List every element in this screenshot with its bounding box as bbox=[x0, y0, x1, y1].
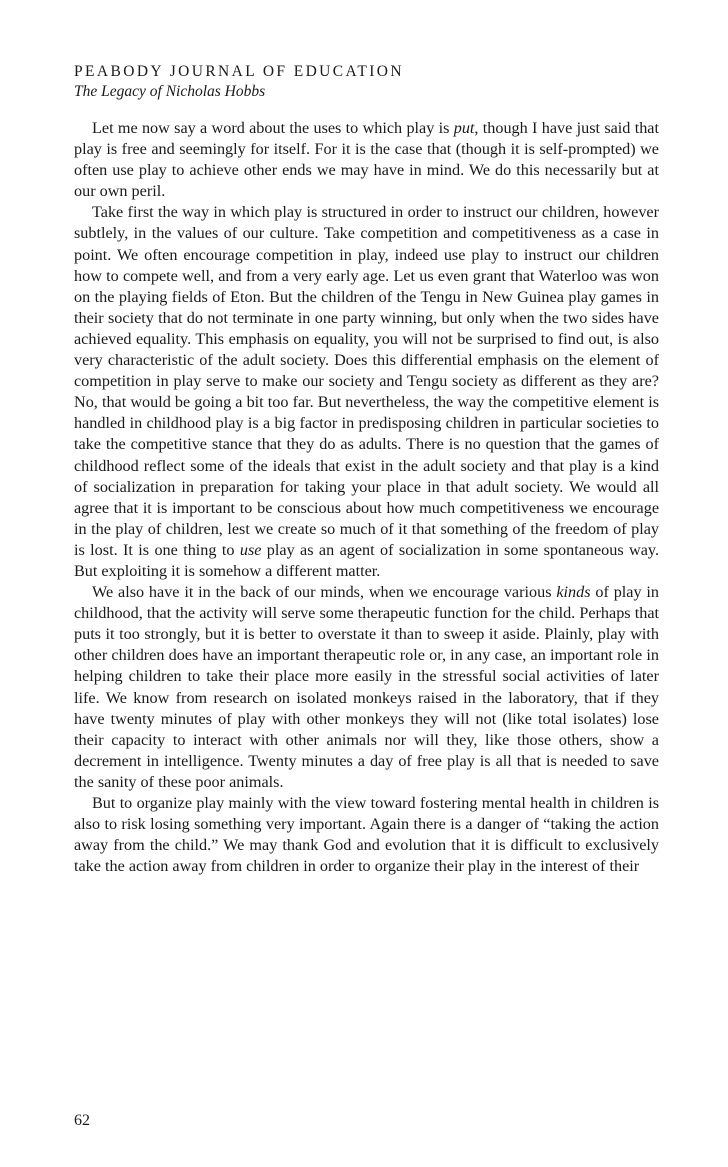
italic-run: use bbox=[239, 540, 262, 559]
issue-title: The Legacy of Nicholas Hobbs bbox=[74, 83, 266, 100]
paragraph bbox=[74, 793, 659, 877]
text-run: Let me now say a word about the uses to which play is bbox=[92, 119, 454, 137]
page-number: 62 bbox=[74, 1112, 90, 1129]
text-run: We also have it in the back of our minds, when we encourage various bbox=[92, 583, 557, 602]
italic-run: put bbox=[453, 119, 475, 137]
italic-run: kinds bbox=[556, 583, 591, 602]
article-body bbox=[74, 118, 659, 877]
paragraph bbox=[74, 582, 659, 793]
journal-page bbox=[74, 62, 659, 877]
journal-running-head: PEABODY JOURNAL OF EDUCATION bbox=[74, 63, 404, 80]
text-run: play as an agent of socialization in some spontaneous way. But exploiting it is somehow a different matter. bbox=[74, 540, 659, 580]
text-run: , though I have just said that play is free and seemingly for itself. For it is the case that (though it is self-prompted) we often use play to achieve other ends we may have in mind. We do this necessarily but at our own peril. bbox=[74, 119, 659, 201]
paragraph bbox=[74, 202, 659, 582]
text-run: Take first the way in which play is structured in order to instruct our children, however subtlely, in the values of our culture. Take competition and competitiveness as a case in point. We often encourage competition in play, indeed use play to instruct our children how to compete well, and from a very early age. Let us even grant that Waterloo was won on the playing fields of Eton. But the children of the Tengu in New Guinea play games in their society that do not terminate in one party winning, but only when the two sides have achieved equality. This emphasis on equality, you will not be surprised to find out, is also very characteristic of the adult society. Does this differential emphasis on the element of competition in play serve to make our society and Tengu society as different as they are? No, that would be going a bit too far. But nevertheless, the way the competitive element is handled in childhood play is a big factor in predisposing children in particular societies to take the competitive stance that they do as adults. There is no question that the games of childhood reflect some of the ideals that exist in the adult society and that play is a kind of socialization in preparation for taking your place in that adult society. We would all agree that it is important to be conscious about how much competitiveness we encourage in the play of children, lest we create so much of it that something of the freedom of play is lost. It is one thing to bbox=[74, 203, 659, 559]
text-run: But to organize play mainly with the view toward fostering mental health in children is also to risk losing something very important. Again there is a danger of “taking the action away from the child.” We may thank God and evolution that it is difficult to exclusively take the action away from children in order to organize their play in the interest of their bbox=[74, 794, 659, 876]
paragraph bbox=[74, 118, 659, 202]
text-run: of play in childhood, that the activity will serve some therapeutic function for the child. Perhaps that puts it too strongly, but it is better to overstate it than to sweep it aside. Plainly, play with other children does have an important therapeutic role or, in any case, an important role in helping children to take their place more easily in the stressful social activities of later life. We know from research on isolated monkeys raised in the laboratory, that if they have twenty minutes of play with other monkeys they will not (like total isolates) lose their capacity to interact with other animals nor will they, like those others, show a decrement in intelligence. Twenty minutes a day of free play is all that is needed to save the sanity of these poor animals. bbox=[74, 583, 659, 791]
